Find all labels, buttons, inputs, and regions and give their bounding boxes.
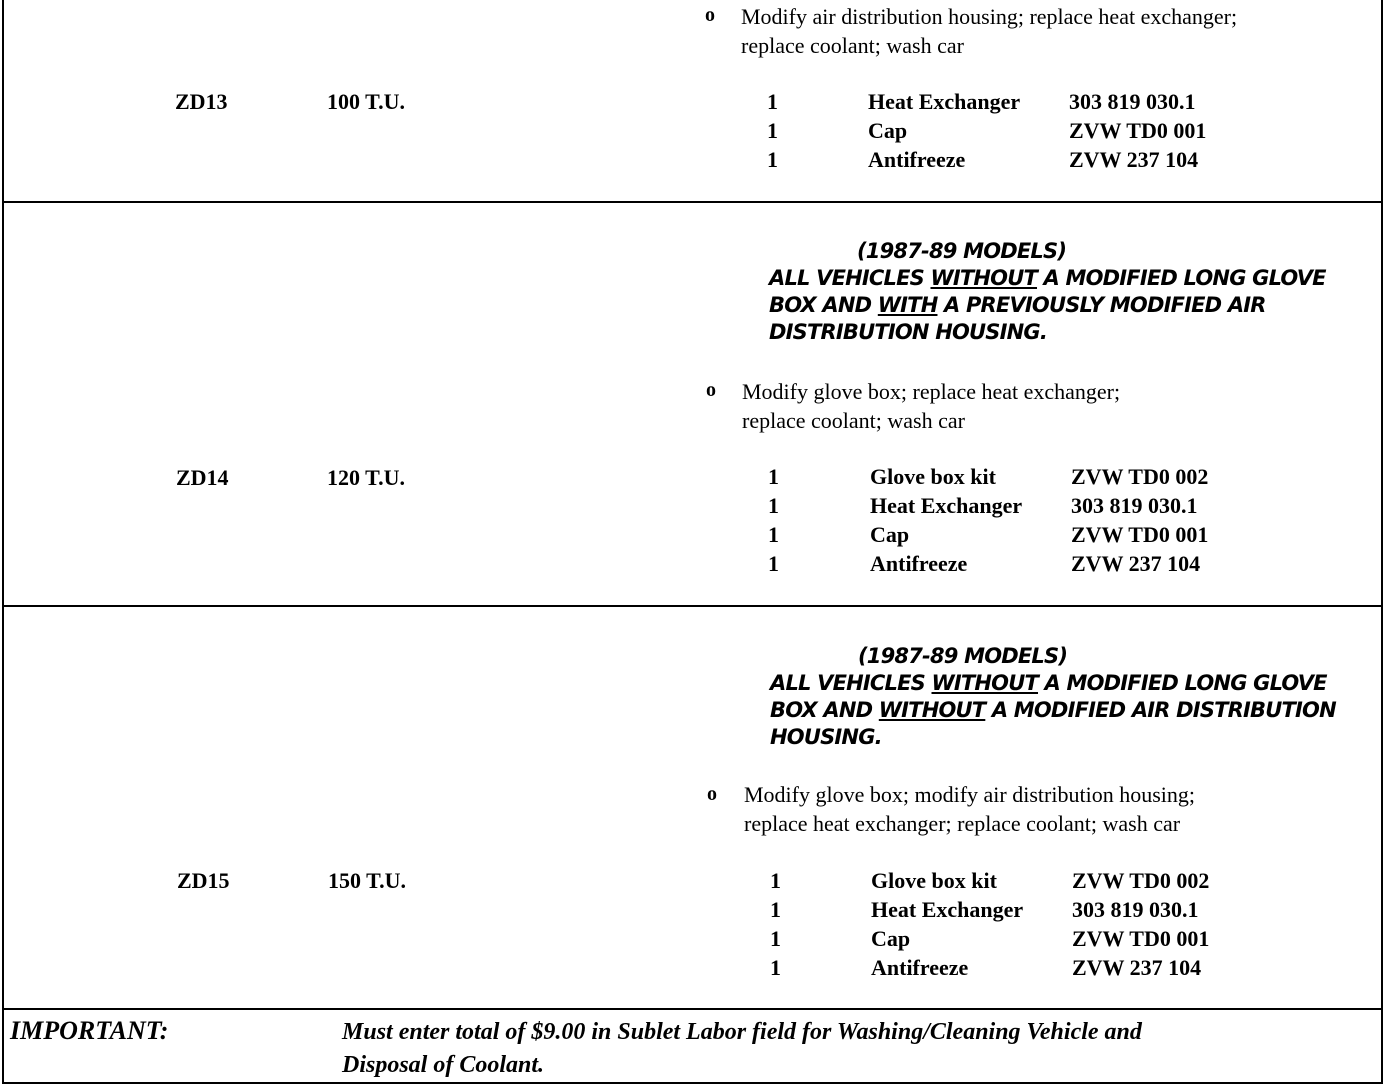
labor-code: ZD14 bbox=[176, 465, 229, 490]
part-number: ZVW TD0 002 bbox=[1072, 868, 1210, 893]
part-qty: 1 bbox=[770, 897, 781, 922]
part-qty: 1 bbox=[770, 926, 781, 951]
section-divider bbox=[2, 605, 1383, 607]
description-line: Modify glove box; modify air distribution housing; bbox=[744, 782, 1195, 807]
important-text-line: Disposal of Coolant. bbox=[342, 1052, 545, 1078]
important-text-line: Must enter total of $9.00 in Sublet Labor field for Washing/Cleaning Vehicle and bbox=[342, 1019, 1142, 1045]
model-years-heading: (1987-89 MODELS) bbox=[857, 239, 1067, 263]
part-name: Cap bbox=[868, 118, 908, 143]
applicability-heading-line: HOUSING. bbox=[770, 725, 882, 749]
part-name: Glove box kit bbox=[871, 868, 997, 893]
part-number: ZVW 237 104 bbox=[1072, 955, 1202, 980]
part-name: Cap bbox=[870, 522, 910, 547]
labor-code: ZD15 bbox=[177, 868, 230, 893]
part-qty: 1 bbox=[767, 118, 778, 143]
time-units: 150 T.U. bbox=[328, 868, 407, 893]
part-name: Glove box kit bbox=[870, 464, 996, 489]
part-name: Heat Exchanger bbox=[868, 89, 1021, 114]
description-line: replace coolant; wash car bbox=[741, 33, 964, 58]
time-units: 100 T.U. bbox=[327, 89, 406, 114]
part-number: ZVW TD0 001 bbox=[1071, 522, 1209, 547]
part-qty: 1 bbox=[768, 464, 779, 489]
part-name: Heat Exchanger bbox=[870, 493, 1023, 518]
applicability-heading-line: BOX AND WITH A PREVIOUSLY MODIFIED AIR bbox=[769, 293, 1266, 317]
description-line: Modify air distribution housing; replace heat exchanger; bbox=[741, 4, 1238, 29]
part-number: ZVW TD0 001 bbox=[1072, 926, 1210, 951]
part-number: ZVW TD0 002 bbox=[1071, 464, 1209, 489]
part-number: ZVW 237 104 bbox=[1071, 551, 1201, 576]
description-line: Modify glove box; replace heat exchanger; bbox=[742, 379, 1121, 404]
applicability-heading-line: BOX AND WITHOUT A MODIFIED AIR DISTRIBUTION bbox=[770, 698, 1336, 722]
important-label: IMPORTANT: bbox=[10, 1016, 169, 1045]
part-number: 303 819 030.1 bbox=[1071, 493, 1198, 518]
description-line: replace coolant; wash car bbox=[742, 408, 965, 433]
part-name: Antifreeze bbox=[870, 551, 968, 576]
applicability-heading-line: DISTRIBUTION HOUSING. bbox=[769, 320, 1048, 344]
time-units: 120 T.U. bbox=[327, 465, 406, 490]
part-qty: 1 bbox=[768, 551, 779, 576]
part-qty: 1 bbox=[767, 89, 778, 114]
section-divider bbox=[2, 201, 1383, 203]
section-divider bbox=[2, 1008, 1383, 1010]
part-number: 303 819 030.1 bbox=[1069, 89, 1196, 114]
part-name: Antifreeze bbox=[868, 147, 966, 172]
part-name: Heat Exchanger bbox=[871, 897, 1024, 922]
part-number: 303 819 030.1 bbox=[1072, 897, 1199, 922]
part-qty: 1 bbox=[770, 868, 781, 893]
bullet-marker: o bbox=[705, 4, 715, 26]
part-qty: 1 bbox=[767, 147, 778, 172]
part-name: Antifreeze bbox=[871, 955, 969, 980]
part-qty: 1 bbox=[770, 955, 781, 980]
bullet-marker: o bbox=[706, 379, 716, 401]
applicability-heading-line: ALL VEHICLES WITHOUT A MODIFIED LONG GLOVE bbox=[769, 266, 1326, 290]
description-line: replace heat exchanger; replace coolant; wash car bbox=[744, 811, 1181, 836]
part-name: Cap bbox=[871, 926, 911, 951]
part-number: ZVW 237 104 bbox=[1069, 147, 1199, 172]
part-number: ZVW TD0 001 bbox=[1069, 118, 1207, 143]
applicability-heading-line: ALL VEHICLES WITHOUT A MODIFIED LONG GLOVE bbox=[770, 671, 1327, 695]
bullet-marker: o bbox=[707, 783, 717, 805]
part-qty: 1 bbox=[768, 493, 779, 518]
model-years-heading: (1987-89 MODELS) bbox=[858, 644, 1068, 668]
part-qty: 1 bbox=[768, 522, 779, 547]
labor-code: ZD13 bbox=[175, 89, 228, 114]
